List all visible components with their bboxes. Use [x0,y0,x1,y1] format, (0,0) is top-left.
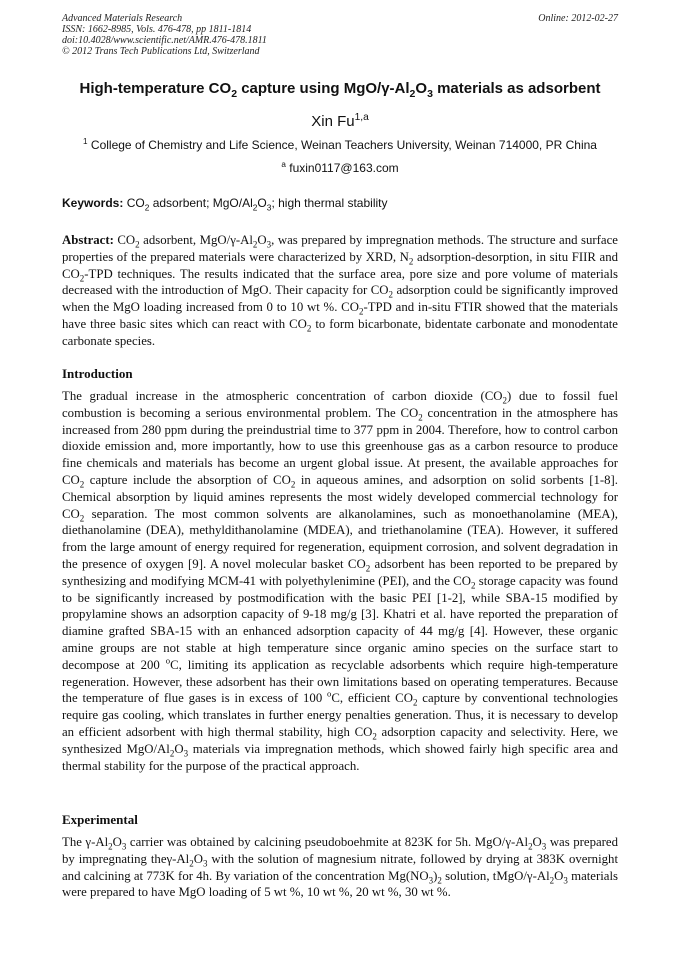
experimental-paragraph: The $\gamma-Al_2O_3$ carrier was obtained by calcining pseudoboehmite at 823K for 5h. MgO/$\gamma-Al_2O_3$ was prepared by impregnating theγ-$Al_2O_3$ with the solution of magnesium nitrate, followed by drying at 383K overnight and calcining at 773K for 4h. By variation of the concentration $Mg(NO_3)_2$ solution, tMgO/$\gamma-Al_2O_3$ materials were prepared to have MgO loading of 5 wt %, 10 wt %, 20 wt %, 30 wt %. [62,835,619,900]
keywords-label: Keywords: [62,196,127,210]
author-email: $^a$ fuxin0117@163.com [281,160,399,175]
author-line: Xin Fu$^{1,a}$ [311,112,369,130]
journal-name: Advanced Materials Research [62,13,183,24]
abstract-label: Abstract: [62,233,118,247]
author-name: Xin Fu [311,113,355,130]
abstract-paragraph: Abstract: $CO_2$ adsorbent, MgO/$\gamma-Al_2O_3$, was prepared by impregnation methods. The structure and surface properties of the prepared materials were characterized by XRD, $N_2$ adsorption-desorption, in situ FIIR and $CO_2$-TPD techniques. The results indicated that the surface area, pore size and pore volume of materials decreased with the introduction of MgO. Their capacity for $CO_2$ adsorption could be significantly improved when the MgO loading increased from 0 to 10 wt %. $CO_2$-TPD and in-situ FTIR showed that the materials have three basic sites which can react with $CO_2$ to form bicarbonate, bidentate carbonate and monodentate carbonate species. [62,233,618,348]
introduction-paragraph: The gradual increase in the atmospheric concentration of carbon dioxide $(CO_2)$ due to fossil fuel combustion is becoming a serious environmental problem. The $CO_2$ concentration in the atmosphere has increased from 280 ppm during the preindustrial time to 377 ppm in 2004. Therefore, how to control carbon dioxide emission and, more importantly, how to use this greenhouse gas as a carbon resource to produce fine chemicals and materials has become an urgent global issue. At present, the available approaches for $CO_2$ capture include the absorption of $CO_2$ in aqueous amines, and adsorption on solid sorbents [1-8]. Chemical absorption by liquid amines represents the most widely developed commercial technology for $CO_2$ separation. The most common solvents are alkanolamines, such as monoethanolamine (MEA), diethanolamine (DEA), methyldithanolamine (MDEA), and triethanolamine (TEA). However, it suffered from the large amount of energy required for regeneration, equipment corrosion, and solvent degradation in the presence of oxygen [9]. A novel molecular basket $CO_2$ adsorbent has been reported to be prepared by synthesizing and modifying MCM-41 with polyethylenimine (PEI), and the $CO_2$ storage capacity was found to be significantly increased by postmodification with the basic PEI [1-2], while SBA-15 modified by propylamine shows an adsorption capacity of 9-18 mg/g [3]. Khatri et al. have reported the preparation of diamine grafted SBA-15 with an enhanced adsorption capacity of 44 mg/g [4]. However, these organic amine groups are not stable at high temperature since organic amino species on the surface start to decompose at 200 $^o$C, limiting its application as recyclable adsorbents which require high-temperature regeneration. However, these adsorbent has their own limitations based on operating temperatures. Because the temperature of flue gases is in excess of 100 $^o$C, efficient $CO_2$ capture by conventional technologies require gas cooling, which translates in further energy penalties generation. Thus, it is necessary to develop an efficient adsorbent with high thermal stability, high $CO_2$ adsorption capacity and selectivity. Here, we synthesized MgO/$Al_2O_3$ materials via impregnation methods, which showed fairly high specific area and thermal stability for the purpose of the practical approach. [62,389,619,773]
copyright-line: © 2012 Trans Tech Publications Ltd, Switzerland [62,46,260,57]
affiliation: $^1$ College of Chemistry and Life Science, Weinan Teachers University, Weinan 714000, PR China [83,137,597,152]
paper-title: High-temperature $CO_2$ capture using MgO/$\gamma-Al_2O_3$ materials as adsorbent [79,80,601,100]
online-date: Online: 2012-02-27 [538,13,618,24]
keywords: Keywords: $CO_2$ adsorbent; MgO/$Al_2O_3$; high thermal stability [62,196,388,213]
journal-header [62,13,618,57]
introduction-heading: Introduction [62,366,133,381]
issn-line: ISSN: 1662-8985, Vols. 476-478, pp 1811-1814 [62,24,252,35]
doi-line: doi:10.4028/www.scientific.net/AMR.476-478.1811 [62,35,267,46]
experimental-heading: Experimental [62,812,138,827]
